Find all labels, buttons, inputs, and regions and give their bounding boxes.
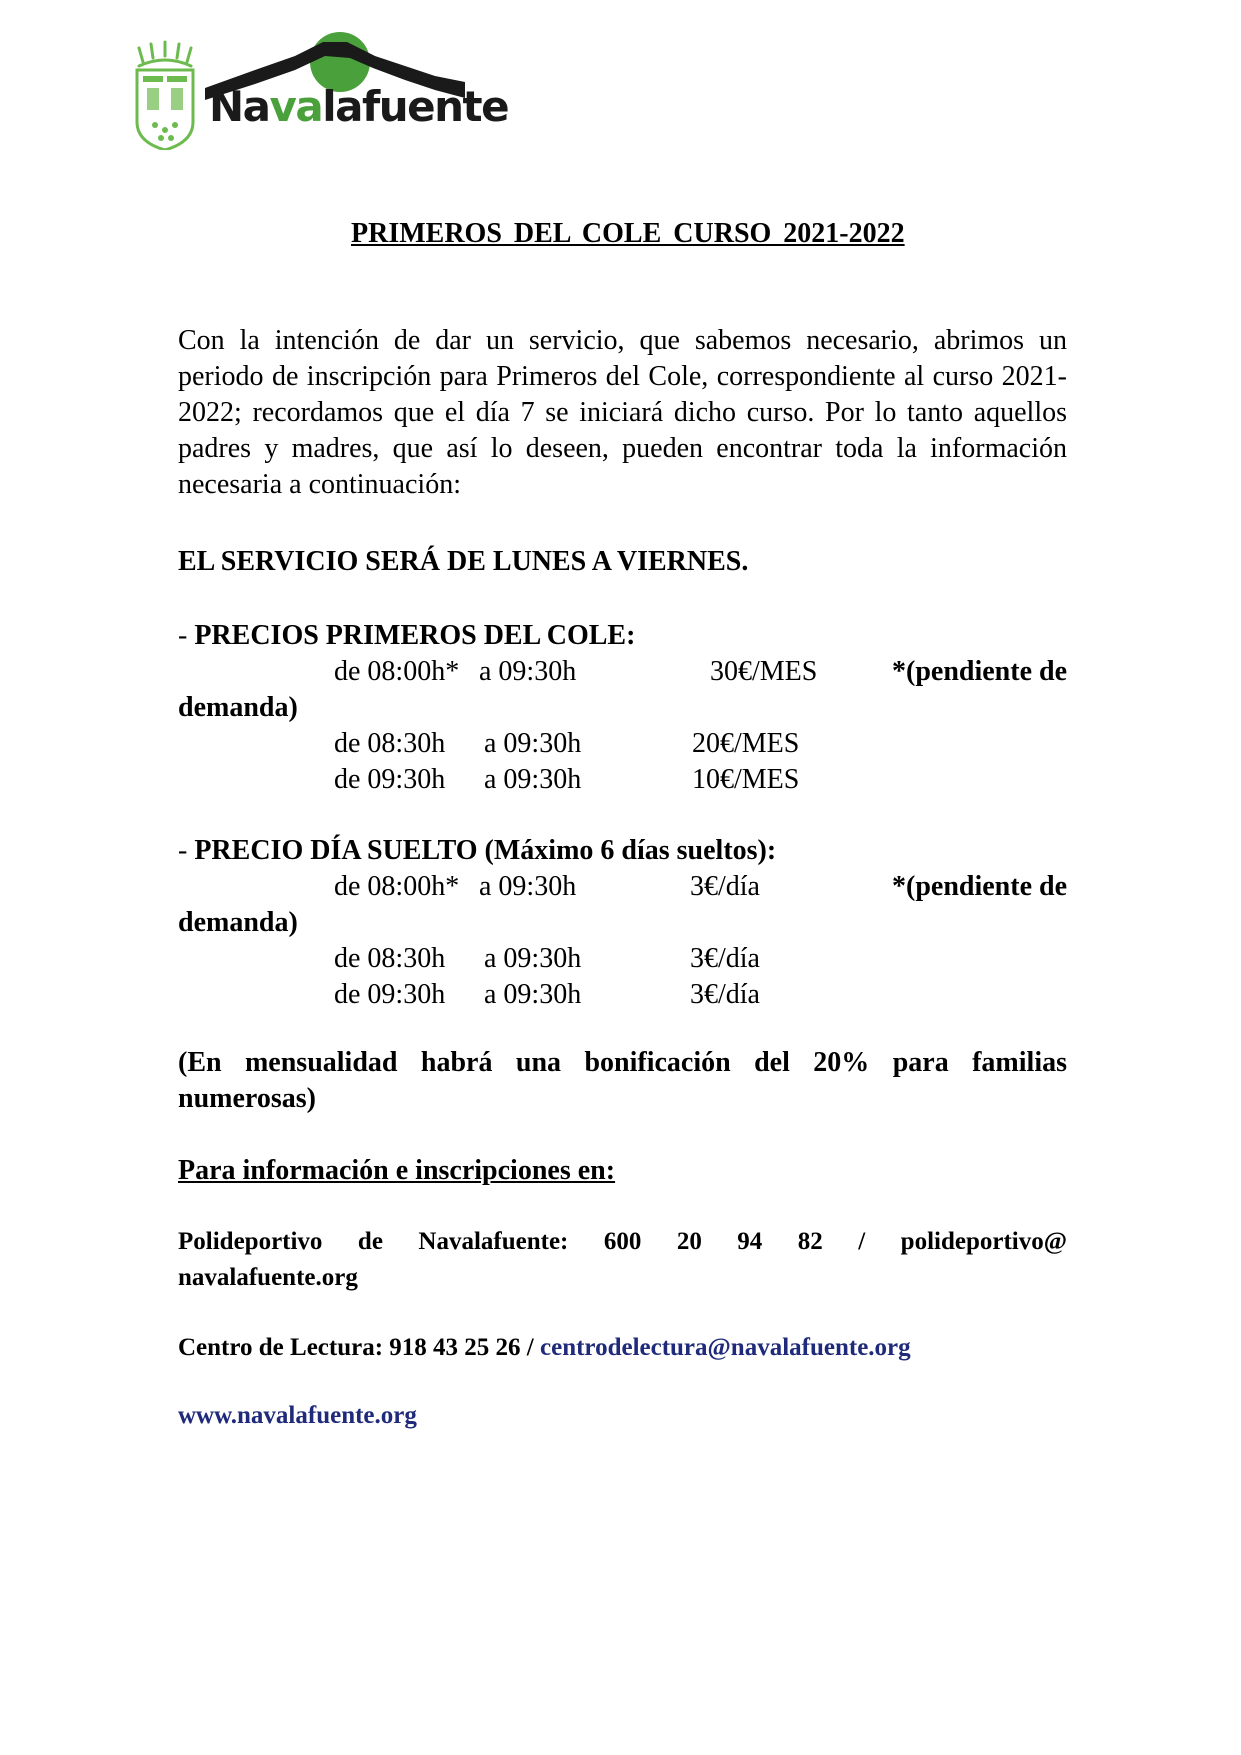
daily-heading-row bbox=[178, 833, 1067, 869]
time-to: a 09:30h bbox=[479, 871, 577, 902]
price: 20€/MES bbox=[692, 728, 800, 759]
navalafuente-logo bbox=[135, 30, 509, 150]
price: 30€/MES bbox=[710, 656, 818, 687]
daily-heading-prefix: - bbox=[178, 835, 195, 866]
daily-row-2 bbox=[178, 941, 1067, 977]
monthly-row-3 bbox=[178, 762, 1067, 798]
pending-note-continuation: demanda) bbox=[178, 907, 298, 938]
polideportivo-contact: Polideportivo de Navalafuente: 600 20 94 82 / polideportivo@ bbox=[178, 1228, 1067, 1255]
intro-text: Con la intención de dar un servicio, que sabemos necesario, abrimos un periodo de inscripción para Primeros del Cole, correspondiente al curso 2021-2022; recordamos que el día 7 se iniciará dicho curso. Por lo tanto aquellos padres y madres, que así lo deseen, pueden encontrar toda la información necesaria a continuación: bbox=[178, 325, 1067, 500]
pending-note: *(pendiente de bbox=[892, 871, 1067, 902]
time-from: de 08:00h* bbox=[334, 871, 460, 902]
time-from: de 09:30h bbox=[334, 764, 446, 795]
pending-note: *(pendiente de bbox=[892, 656, 1067, 687]
time-from: de 08:00h* bbox=[334, 656, 460, 687]
intro-paragraph bbox=[178, 323, 1067, 503]
monthly-row-1 bbox=[178, 654, 1067, 690]
discount-note-text: (En mensualidad habrá una bonificación del 20% para familias numerosas) bbox=[178, 1047, 1067, 1114]
pending-note-continuation: demanda) bbox=[178, 692, 298, 723]
discount-note bbox=[178, 1045, 1067, 1117]
price: 10€/MES bbox=[692, 764, 800, 795]
daily-row-3 bbox=[178, 977, 1067, 1013]
monthly-heading: PRECIOS PRIMEROS DEL COLE: bbox=[194, 620, 636, 651]
time-from: de 08:30h bbox=[334, 943, 446, 974]
time-from: de 09:30h bbox=[334, 979, 446, 1010]
daily-row-1-note-cont bbox=[178, 905, 1067, 941]
logo-wordmark: Navalafuente bbox=[209, 82, 509, 131]
time-from: de 08:30h bbox=[334, 728, 446, 759]
monthly-prices-section bbox=[178, 618, 1067, 798]
info-heading: Para información e inscripciones en: bbox=[178, 1155, 616, 1186]
service-days: EL SERVICIO SERÁ DE LUNES A VIERNES. bbox=[178, 546, 749, 577]
monthly-row-2 bbox=[178, 726, 1067, 762]
time-to: a 09:30h bbox=[484, 979, 582, 1010]
time-to: a 09:30h bbox=[484, 764, 582, 795]
time-to: a 09:30h bbox=[484, 728, 582, 759]
centro-lectura-contact bbox=[178, 1330, 1067, 1366]
monthly-row-1-note-cont bbox=[178, 690, 1067, 726]
price: 3€/día bbox=[690, 871, 760, 902]
daily-heading: PRECIO DÍA SUELTO (Máximo 6 días sueltos): bbox=[194, 835, 777, 866]
daily-row-1 bbox=[178, 869, 1067, 905]
price: 3€/día bbox=[690, 943, 760, 974]
centro-lectura-label: Centro de Lectura: 918 43 25 26 / bbox=[178, 1334, 540, 1361]
centro-lectura-email-link[interactable]: centrodelectura@navalafuente.org bbox=[540, 1334, 911, 1361]
page-title: PRIMEROS DEL COLE CURSO 2021-2022 bbox=[351, 218, 905, 249]
polideportivo-contact-cont: navalafuente.org bbox=[178, 1264, 358, 1291]
monthly-heading-prefix: - bbox=[178, 620, 195, 651]
website-link[interactable]: www.navalafuente.org bbox=[178, 1402, 417, 1429]
time-to: a 09:30h bbox=[484, 943, 582, 974]
time-to: a 09:30h bbox=[479, 656, 577, 687]
daily-prices-section bbox=[178, 833, 1067, 1013]
monthly-heading-row bbox=[178, 618, 1067, 654]
price: 3€/día bbox=[690, 979, 760, 1010]
